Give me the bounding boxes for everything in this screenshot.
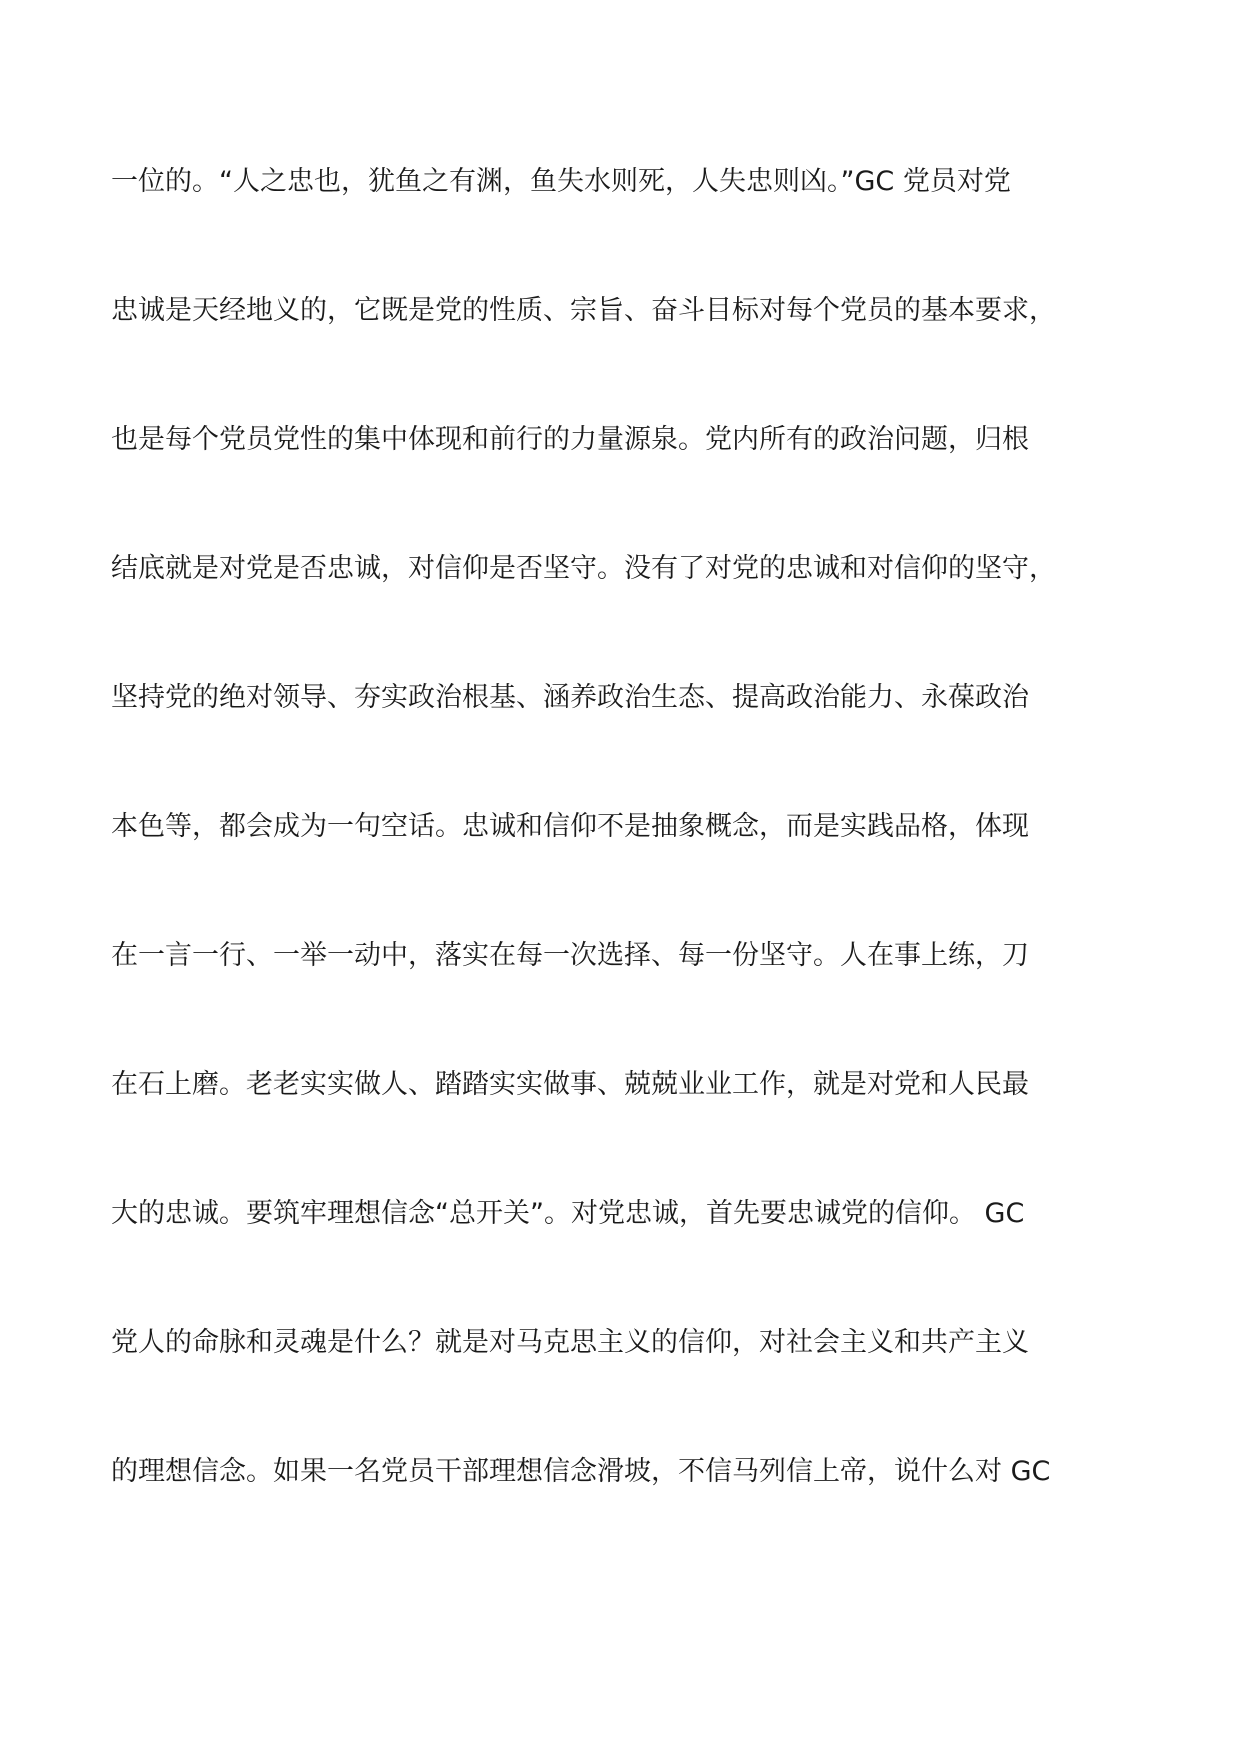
text-line: 忠诚是天经地义的，它既是党的性质、宗旨、奋斗目标对每个党员的基本要求， (111, 295, 1056, 326)
text-line: 的理想信念。如果一名党员干部理想信念滑坡，不信马列信上帝，说什么对 GC (111, 1456, 1051, 1487)
text-line: 也是每个党员党性的集中体现和前行的力量源泉。党内所有的政治问题，归根 (111, 424, 1029, 455)
text-line: 在石上磨。老老实实做人、踏踏实实做事、兢兢业业工作，就是对党和人民最 (111, 1069, 1029, 1100)
text-line: 在一言一行、一举一动中，落实在每一次选择、每一份坚守。人在事上练，刀 (111, 940, 1029, 971)
text-line: 本色等，都会成为一句空话。忠诚和信仰不是抽象概念，而是实践品格，体现 (111, 811, 1029, 842)
body-text (111, 166, 1131, 1585)
text-line: 大的忠诚。要筑牢理想信念“总开关”。对党忠诚，首先要忠诚党的信仰。 GC (111, 1198, 1025, 1229)
text-line: 结底就是对党是否忠诚，对信仰是否坚守。没有了对党的忠诚和对信仰的坚守， (111, 553, 1056, 584)
text-line: 坚持党的绝对领导、夯实政治根基、涵养政治生态、提高政治能力、永葆政治 (111, 682, 1029, 713)
text-line: 党人的命脉和灵魂是什么？就是对马克思主义的信仰，对社会主义和共产主义 (111, 1327, 1029, 1358)
text-line: 一位的。“人之忠也，犹鱼之有渊，鱼失水则死，人失忠则凶。”GC 党员对党 (111, 166, 1011, 197)
